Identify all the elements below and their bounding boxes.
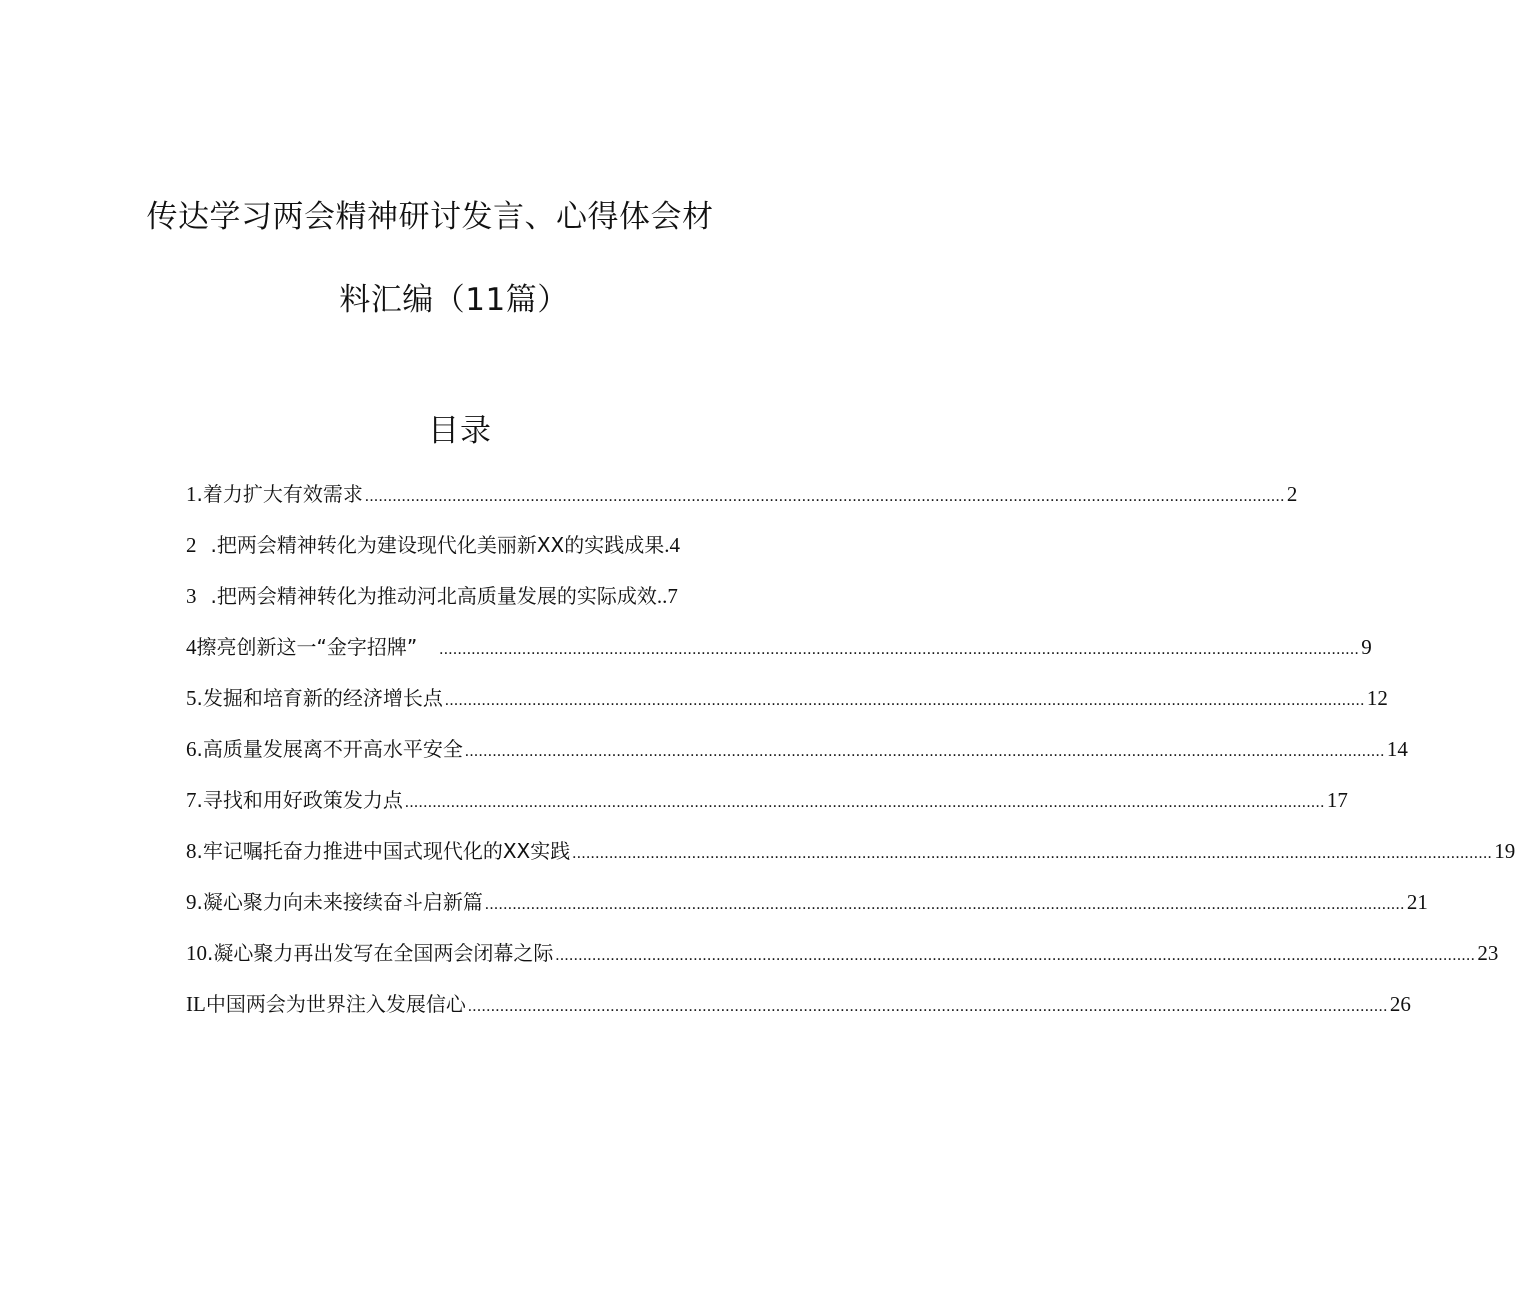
toc-entry xyxy=(186,784,1348,835)
toc-entry-number: IL xyxy=(186,992,206,1016)
toc-entry xyxy=(186,988,1411,1039)
toc-leader-dots: ........................................................................................................................................................................................................ xyxy=(572,845,1493,862)
toc-entry-page: 26 xyxy=(1389,992,1411,1016)
toc-entry xyxy=(186,835,1515,886)
toc-entry-number: 1 xyxy=(186,482,197,506)
toc-entry xyxy=(186,580,776,631)
toc-leader-dots: ........................................................................................................................................................................................................ xyxy=(439,641,1360,658)
toc-entry xyxy=(186,529,776,580)
toc-entry-number: 8 xyxy=(186,839,197,863)
toc-entry xyxy=(186,682,1388,733)
toc-entry-number: 2 xyxy=(186,533,197,557)
toc-entry-page: 19 xyxy=(1494,839,1515,863)
toc-entry-page: 23 xyxy=(1477,941,1499,965)
toc-entry-number: 9 xyxy=(186,890,197,914)
toc-entry-title: .凝心聚力向未来接续奋斗启新篇 xyxy=(196,890,483,914)
toc-entry-page: 14 xyxy=(1386,737,1408,761)
toc-entry-title: .把两会精神转化为建设现代化美丽新XX的实践成果 xyxy=(210,533,665,557)
toc-entry-page: ..7 xyxy=(656,584,678,608)
toc-entry-title: 中国两会为世界注入发展信心 xyxy=(205,992,466,1016)
toc-entry-title: .凝心聚力再出发写在全国两会闭幕之际 xyxy=(207,941,554,965)
toc-entry-page: 9 xyxy=(1361,635,1372,659)
toc-entry-page: 12 xyxy=(1366,686,1388,710)
toc-entry-title: .高质量发展离不开高水平安全 xyxy=(196,737,463,761)
toc-entry-number: 6 xyxy=(186,737,197,761)
toc-entry xyxy=(186,478,1298,529)
toc-entry-title: .把两会精神转化为推动河北高质量发展的实际成效 xyxy=(210,584,657,608)
toc-entry-page: 17 xyxy=(1326,788,1348,812)
toc-leader-dots: ........................................................................................................................................................................................................ xyxy=(404,794,1325,811)
toc-entry-number: 3 xyxy=(186,584,197,608)
toc-entry-title: .着力扩大有效需求 xyxy=(196,482,363,506)
toc-heading: 目录 xyxy=(428,413,492,449)
toc-leader-dots: ........................................................................................................................................................................................................ xyxy=(484,896,1405,913)
document-title-line-2: 料汇编（11篇） xyxy=(339,282,569,318)
toc-entry-title: .发掘和培育新的经济增长点 xyxy=(196,686,443,710)
toc-leader-dots: ........................................................................................................................................................................................................ xyxy=(444,692,1365,709)
toc-entry-title: .寻找和用好政策发力点 xyxy=(196,788,403,812)
toc-entry-number: 7 xyxy=(186,788,197,812)
toc-entry-page: .4 xyxy=(664,533,681,557)
toc-leader-dots: ........................................................................................................................................................................................................ xyxy=(364,488,1285,505)
toc-leader-dots: ........................................................................................................................................................................................................ xyxy=(464,743,1385,760)
toc-entry-number: 5 xyxy=(186,686,197,710)
toc-leader-dots: ........................................................................................................................................................................................................ xyxy=(555,947,1476,964)
toc-entry xyxy=(186,631,1372,682)
toc-entry xyxy=(186,937,1499,988)
toc-entry-page: 2 xyxy=(1286,482,1298,506)
toc-entry xyxy=(186,886,1428,937)
toc-entry-number: 10 xyxy=(186,941,207,965)
toc-entry xyxy=(186,733,1408,784)
toc-entry-title: 擦亮创新这一“金字招牌” xyxy=(196,635,418,659)
toc-entry-title: .牢记嘱托奋力推进中国式现代化的XX实践 xyxy=(196,839,571,863)
toc-leader-dots: ........................................................................................................................................................................................................ xyxy=(467,998,1388,1015)
toc-entry-number: 4 xyxy=(186,635,197,659)
toc-entry-page: 21 xyxy=(1406,890,1428,914)
document-title-line-1: 传达学习两会精神研讨发言、心得体会材 xyxy=(146,199,714,235)
table-of-contents xyxy=(186,478,1515,1039)
